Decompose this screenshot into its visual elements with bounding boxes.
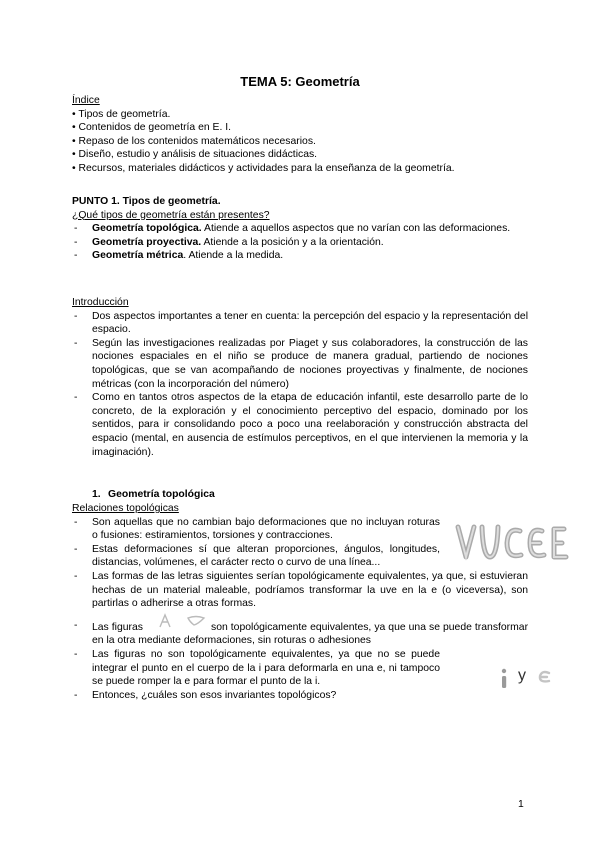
list-item (72, 619, 528, 648)
intro-heading: Introducción (72, 297, 129, 308)
list-item: - Dos aspectos importantes a tener en cuenta: la percepción del espacio y la representación del espacio. (72, 310, 528, 337)
punto1-heading: PUNTO 1. Tipos de geometría. (72, 196, 221, 207)
section-number: 1. (92, 489, 101, 500)
figures-text: son topológicamente equivalentes, ya que una se puede transformar en la otra mediante deformaciones, sin roturas o adhesiones (92, 621, 529, 647)
definition: Atiende a aquellos aspectos que no varían con las deformaciones. (201, 223, 511, 235)
list-item: - Estas deformaciones sí que alteran proporciones, ángulos, longitudes, distancias, volúmenes, el carácter recto o curvo de una línea... (72, 543, 440, 570)
index-section (72, 94, 528, 176)
i-y-e-image (498, 666, 558, 690)
letter-e-icon (536, 668, 554, 688)
page-title: TEMA 5: Geometría (240, 74, 360, 89)
section-heading: Geometría topológica (108, 489, 215, 500)
punto1-section (72, 195, 528, 263)
list-item (72, 222, 528, 236)
term: Geometría proyectiva. (92, 236, 202, 248)
list-item (72, 236, 528, 250)
letters-deformation-icon (452, 513, 582, 569)
middle-letter: y (518, 667, 526, 684)
punto1-question: ¿Qué tipos de geometría están presentes? (72, 209, 270, 221)
list-item (72, 249, 528, 263)
figures-label: Las figuras (92, 621, 143, 633)
a-shape-figures-icon (146, 613, 208, 629)
list-item: - Como en tantos otros aspectos de la etapa de educación infantil, este desarrollo parte de lo concreto, de la exploración y el conocimiento perceptivo del espacio, dominado por los sentidos, para ir consolidando poco a poco una reelaboración y construcción abstracta del espacio (mental, en ausencia de estímulos perceptivos, en el que intervienen la memoria y la imaginación). (72, 391, 528, 459)
index-item: • Repaso de los contenidos matemáticos necesarios. (72, 135, 316, 147)
section-subheading: Relaciones topológicas (72, 503, 179, 514)
list-item: - Son aquellas que no cambian bajo deformaciones que no incluyan roturas o fusiones: estiramientos, torsiones y contracciones. (72, 516, 440, 543)
index-item: • Contenidos de geometría en E. I. (72, 122, 232, 134)
page-number: 1 (518, 799, 524, 810)
index-item: • Recursos, materiales didácticos y actividades para la enseñanza de la geometría. (72, 162, 455, 174)
term: Geometría topológica. (92, 223, 202, 235)
list-item: - Entonces, ¿cuáles son esos invariantes topológicos? (72, 689, 528, 703)
list-item: - Las formas de las letras siguientes serían topológicamente equivalentes, ya que, si estuvieran hechas de un material maleable, podríamos transformar la uve en la e (o viceversa), son partirlas o adherirse a otras formas. (72, 570, 528, 611)
definition: . Atiende a la medida. (183, 250, 284, 262)
list-item: - Las figuras no son topológicamente equivalentes, ya que no se puede integrar el punto en el cuerpo de la i para deformarla en una e, ni tampoco se puede romper la e para formar el punto de la i. (72, 648, 440, 689)
list-item: - Según las investigaciones realizadas por Piaget y sus colaboradores, la construcción de las nociones espaciales en el niño se produce de manera gradual, partiendo de nociones topológicas, que se van acompañando de nociones proyectivas y finalmente, de nociones métricas (con la incorporación del número) (72, 337, 528, 391)
index-item: • Diseño, estudio y análisis de situaciones didácticas. (72, 149, 318, 161)
term: Geometría métrica (92, 250, 184, 262)
index-heading: Índice (72, 95, 100, 106)
index-item: • Tipos de geometría. (72, 108, 171, 120)
letter-i-icon (498, 666, 518, 690)
definition: Atiende a la posición y a la orientación. (201, 236, 384, 248)
intro-section (72, 296, 528, 459)
figures-image (146, 619, 208, 631)
